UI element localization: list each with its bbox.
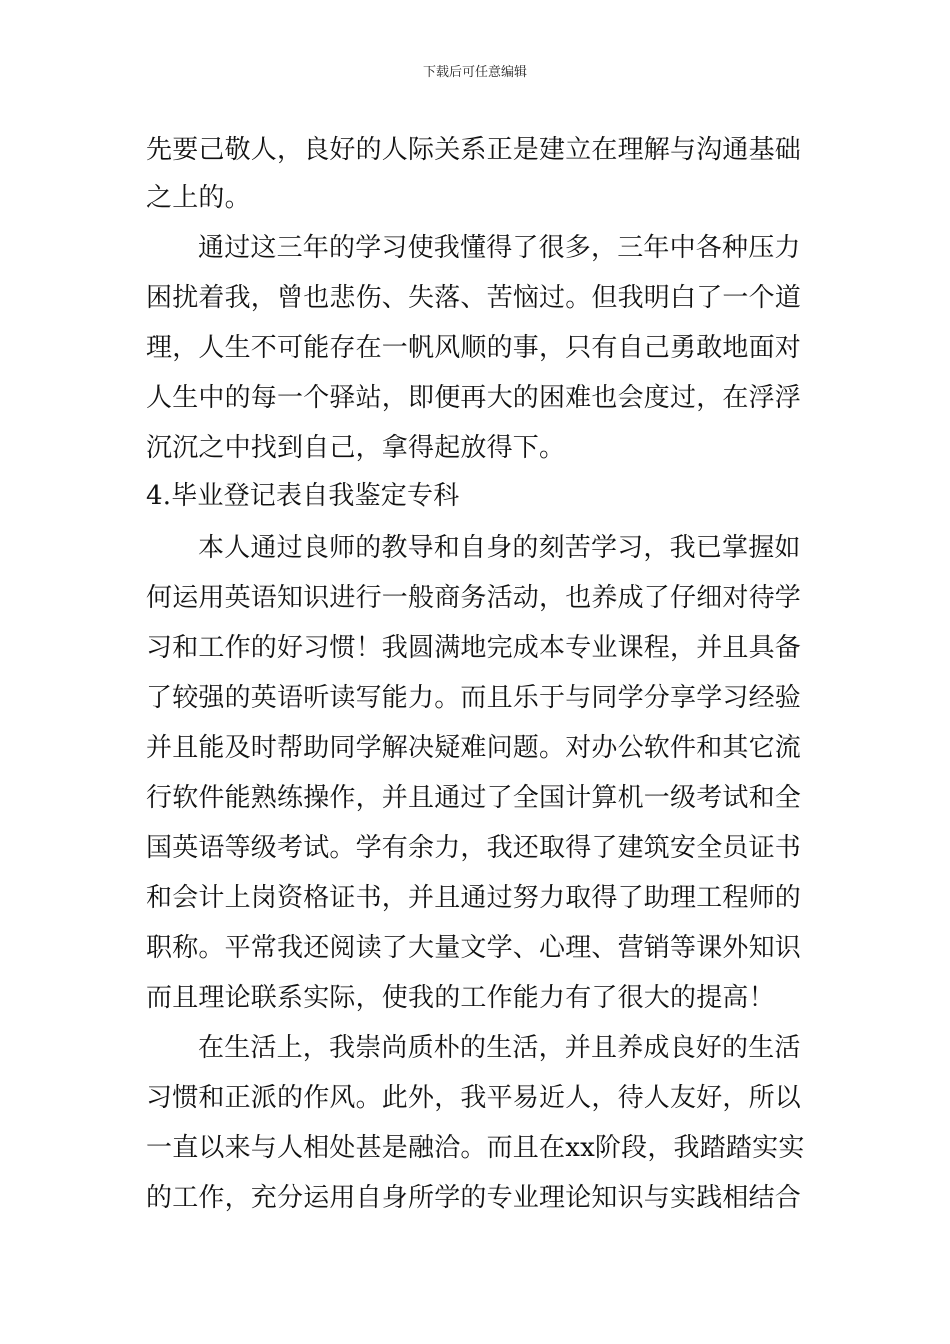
paragraph-start-line: 通过这三年的学习使我懂得了很多，三年中各种压力 [198, 233, 801, 263]
text-line: 人生中的每一个驿站，即便再大的困难也会度过，在浮浮 [146, 383, 802, 413]
paragraph-start-line: 在生活上，我崇尚质朴的生活，并且养成良好的生活 [198, 1033, 801, 1063]
text-line: 了较强的英语听读写能力。而且乐于与同学分享学习经验 [146, 683, 802, 713]
text-line: 习惯和正派的作风。此外，我平易近人，待人友好，所以 [146, 1083, 802, 1113]
text-line: 之上的。 [146, 183, 251, 213]
section-heading: 4.毕业登记表自我鉴定专科 [146, 481, 460, 511]
text-line: 国英语等级考试。学有余力，我还取得了建筑安全员证书 [146, 833, 802, 863]
text-line: 困扰着我，曾也悲伤、失落、苦恼过。但我明白了一个道 [146, 283, 802, 313]
text-line: 习和工作的好习惯！我圆满地完成本专业课程，并且具备 [146, 633, 802, 663]
text-line: 职称。平常我还阅读了大量文学、心理、营销等课外知识 [146, 933, 802, 963]
text-line: 先要己敬人，良好的人际关系正是建立在理解与沟通基础 [146, 135, 802, 165]
text-line: 沉沉之中找到自己，拿得起放得下。 [146, 433, 566, 463]
text-line: 和会计上岗资格证书，并且通过努力取得了助理工程师的 [146, 883, 802, 913]
page-header: 下载后可任意编辑 [422, 65, 527, 80]
text-line: 行软件能熟练操作，并且通过了全国计算机一级考试和全 [146, 783, 802, 813]
text-line: 而且理论联系实际，使我的工作能力有了很大的提高！ [146, 983, 775, 1013]
text-line: 的工作，充分运用自身所学的专业理论知识与实践相结合 [146, 1183, 802, 1213]
text-line: 并且能及时帮助同学解决疑难问题。对办公软件和其它流 [146, 733, 802, 763]
text-line: 何运用英语知识进行一般商务活动，也养成了仔细对待学 [146, 583, 802, 613]
text-line: 一直以来与人相处甚是融洽。而且在xx阶段，我踏踏实实 [146, 1133, 805, 1163]
paragraph-start-line: 本人通过良师的教导和自身的刻苦学习，我已掌握如 [198, 533, 801, 563]
text-line: 理，人生不可能存在一帆风顺的事，只有自己勇敢地面对 [146, 333, 802, 363]
